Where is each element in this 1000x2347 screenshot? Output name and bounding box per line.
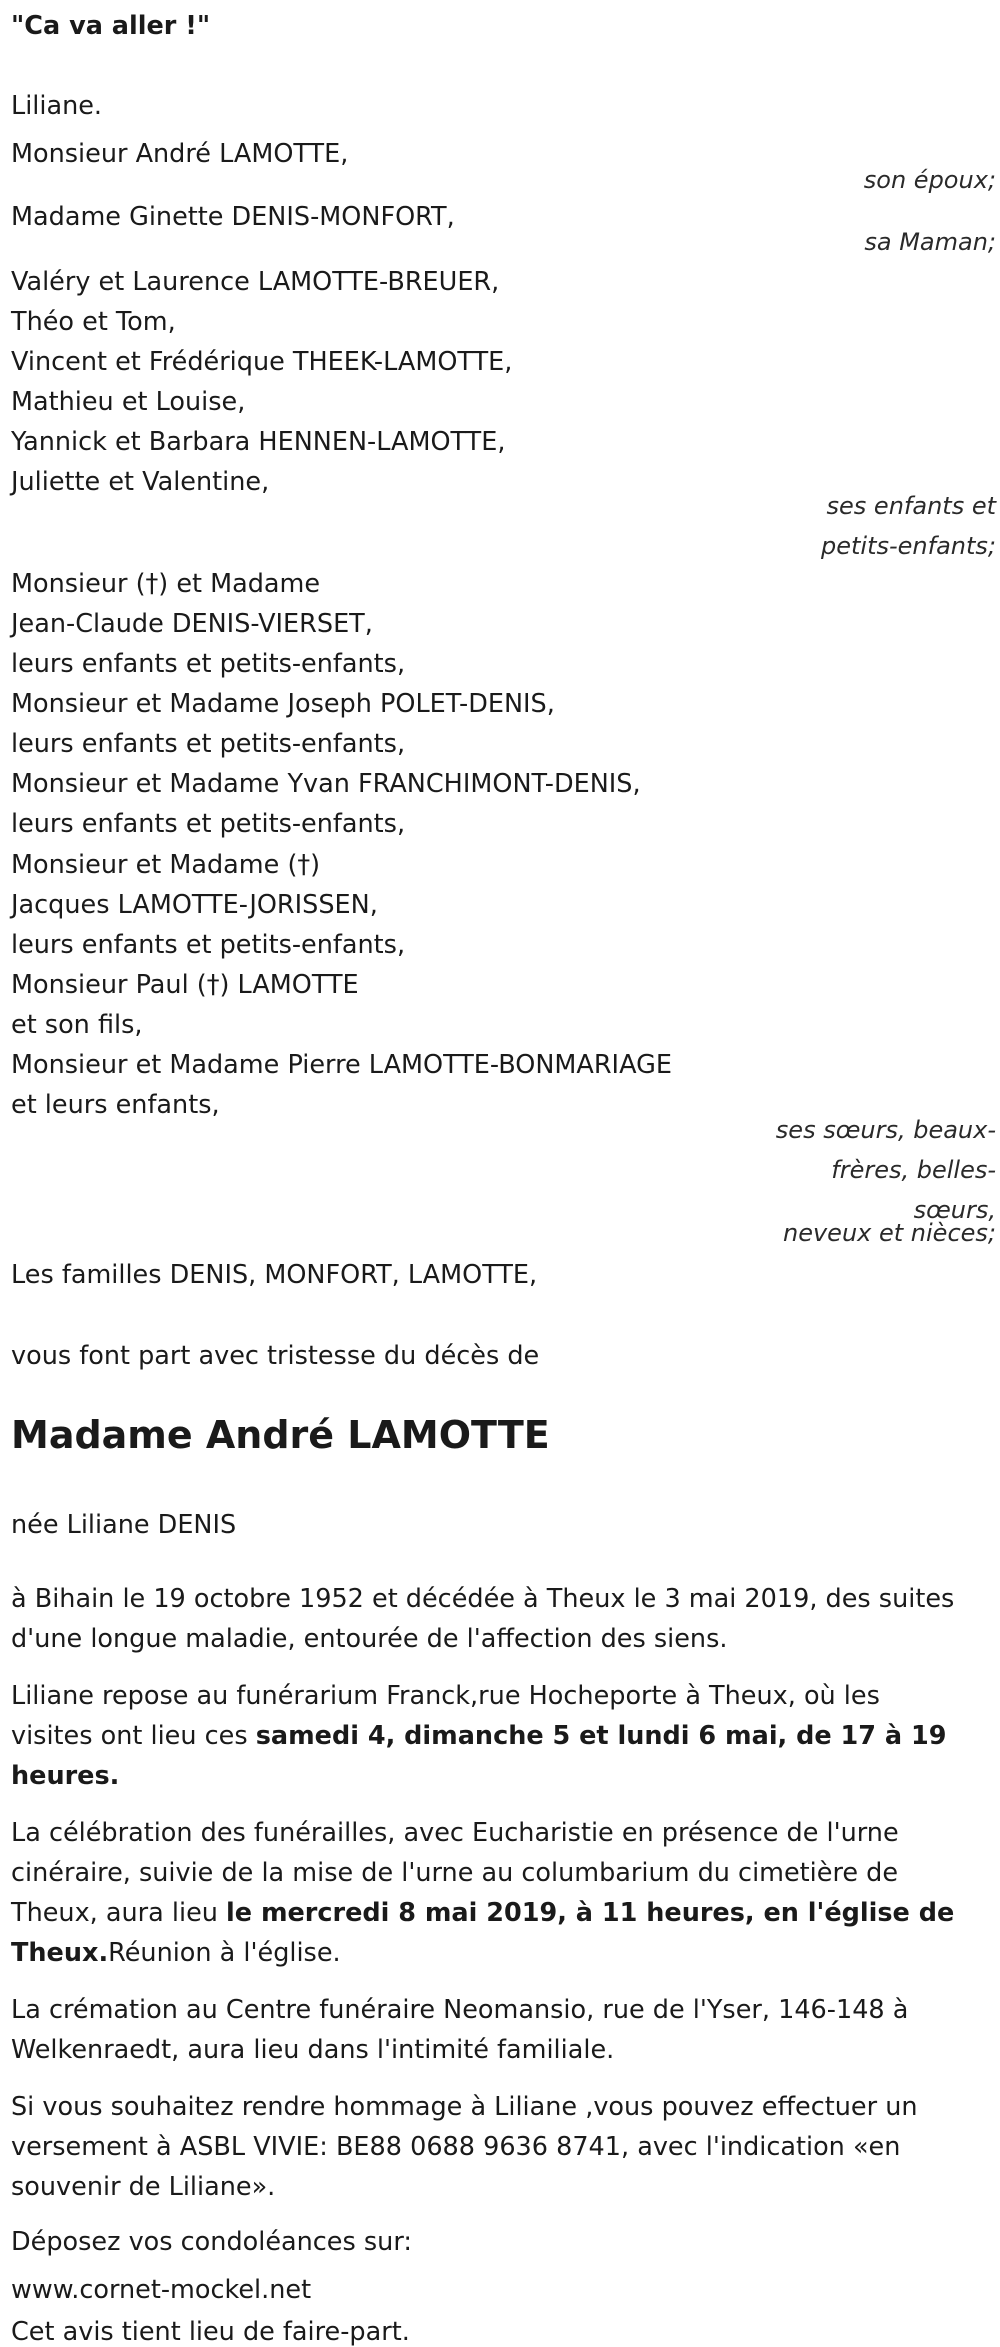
role-label: frères, belles- [831, 1156, 996, 1184]
family-line: Madame Ginette DENIS-MONFORT, [11, 202, 455, 232]
maiden-name: née Liliane DENIS [11, 1510, 237, 1540]
funeral-text: Theux, aura lieu [11, 1898, 227, 1928]
family-line: Juliette et Valentine, [11, 467, 270, 497]
tribute-line: souvenir de Liliane». [11, 2172, 276, 2202]
role-label: petits-enfants; [821, 532, 996, 560]
role-label: neveux et nièces; [783, 1219, 996, 1247]
role-label: sa Maman; [864, 228, 996, 256]
family-line: Liliane. [11, 91, 103, 121]
visitation-text: visites ont lieu ces [11, 1721, 256, 1751]
funeral-line: cinéraire, suivie de la mise de l'urne au columbarium du cimetière de [11, 1858, 899, 1888]
condolences-label: Déposez vos condoléances sur: [11, 2227, 412, 2257]
family-line: leurs enfants et petits-enfants, [11, 809, 406, 839]
quote-title: "Ca va aller !" [11, 11, 211, 41]
family-line: leurs enfants et petits-enfants, [11, 729, 406, 759]
family-line: Vincent et Frédérique THEEK-LAMOTTE, [11, 347, 513, 377]
funeral-place: Theux. [11, 1938, 109, 1968]
family-line: Monsieur et Madame Joseph POLET-DENIS, [11, 689, 555, 719]
funeral-line [11, 1893, 954, 1933]
visitation-dates: samedi 4, dimanche 5 et lundi 6 mai, de 17 à 19 [255, 1721, 947, 1751]
family-line: et leurs enfants, [11, 1090, 220, 1120]
family-line: Monsieur Paul (†) LAMOTTE [11, 970, 359, 1000]
birth-death-line: à Bihain le 19 octobre 1952 et décédée à Theux le 3 mai 2019, des suites [11, 1584, 955, 1614]
funeral-line [11, 1933, 341, 1973]
family-line: Yannick et Barbara HENNEN-LAMOTTE, [11, 427, 506, 457]
family-line: Monsieur et Madame (†) [11, 850, 321, 880]
family-line: vous font part avec tristesse du décès de [11, 1341, 540, 1371]
family-line: Monsieur André LAMOTTE, [11, 139, 349, 169]
family-line: leurs enfants et petits-enfants, [11, 649, 406, 679]
role-label: ses sœurs, beaux- [775, 1116, 996, 1144]
funeral-line: La célébration des funérailles, avec Eucharistie en présence de l'urne [11, 1818, 899, 1848]
family-line: Monsieur (†) et Madame [11, 569, 321, 599]
family-line: Jean-Claude DENIS-VIERSET, [11, 609, 373, 639]
tribute-line: versement à ASBL VIVIE: BE88 0688 9636 8741, avec l'indication «en [11, 2132, 901, 2162]
visitation-line [11, 1756, 119, 1796]
tribute-line: Si vous souhaitez rendre hommage à Liliane ,vous pouvez effectuer un [11, 2092, 918, 2122]
family-line: Valéry et Laurence LAMOTTE-BREUER, [11, 267, 500, 297]
role-label: sœurs, [913, 1196, 996, 1224]
birth-death-line: d'une longue maladie, entourée de l'affection des siens. [11, 1624, 728, 1654]
family-line: Jacques LAMOTTE-JORISSEN, [11, 890, 378, 920]
family-line: Mathieu et Louise, [11, 387, 246, 417]
cremation-line: La crémation au Centre funéraire Neomansio, rue de l'Yser, 146-148 à [11, 1995, 909, 2025]
visitation-hours: heures. [11, 1761, 120, 1791]
role-label: son époux; [863, 166, 996, 194]
visitation-line [11, 1716, 947, 1756]
family-line: Monsieur et Madame Pierre LAMOTTE-BONMARIAGE [11, 1050, 672, 1080]
deceased-name: Madame André LAMOTTE [11, 1413, 550, 1457]
funeral-date: le mercredi 8 mai 2019, à 11 heures, en l'église de [226, 1898, 955, 1928]
family-line: Les familles DENIS, MONFORT, LAMOTTE, [11, 1260, 538, 1290]
family-line: Monsieur et Madame Yvan FRANCHIMONT-DENIS, [11, 769, 641, 799]
family-line: leurs enfants et petits-enfants, [11, 930, 406, 960]
reception-text: Réunion à l'église. [108, 1938, 341, 1968]
family-line: Théo et Tom, [11, 307, 176, 337]
role-label: ses enfants et [826, 492, 996, 520]
website-link[interactable]: www.cornet-mockel.net [11, 2275, 312, 2305]
cremation-line: Welkenraedt, aura lieu dans l'intimité familiale. [11, 2035, 615, 2065]
family-line: et son fils, [11, 1010, 143, 1040]
closing-note: Cet avis tient lieu de faire-part. [11, 2317, 410, 2347]
visitation-line: Liliane repose au funérarium Franck,rue Hocheporte à Theux, où les [11, 1681, 880, 1711]
